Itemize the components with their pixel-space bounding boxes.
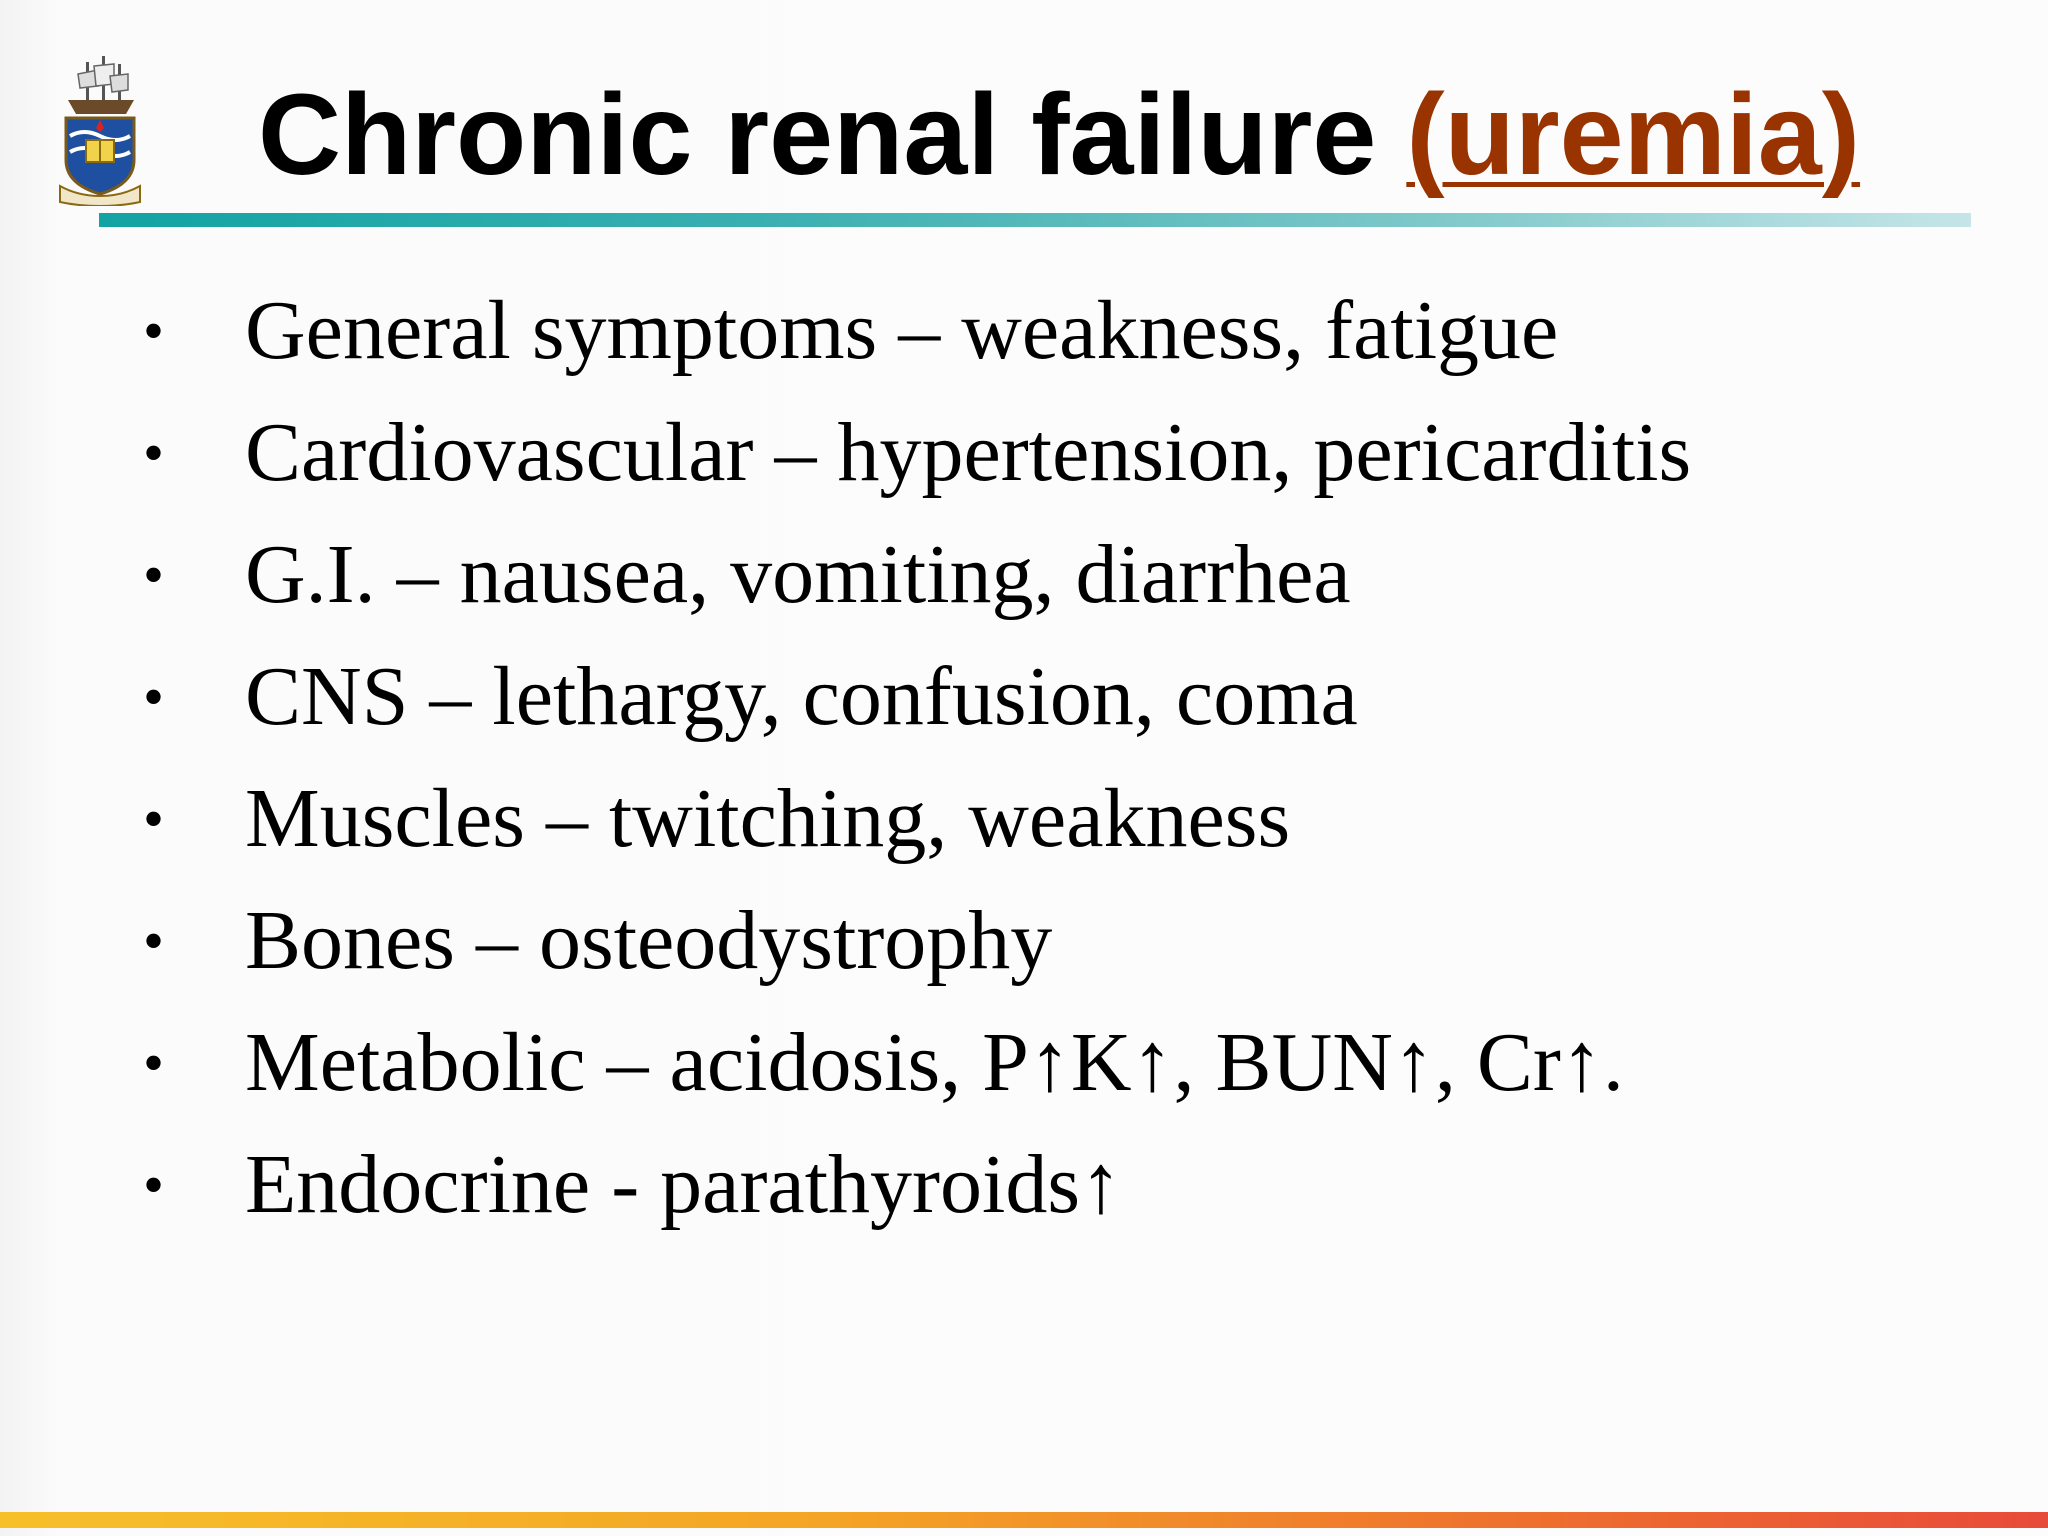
bullet-icon: • (143, 664, 165, 730)
title-divider (99, 213, 1971, 227)
university-crest-icon (58, 56, 142, 206)
bullet-icon: • (143, 908, 165, 974)
bullet-text: General symptoms – weakness, fatigue (245, 284, 1559, 377)
bullet-icon: • (143, 542, 165, 608)
bullet-icon: • (143, 420, 165, 486)
uremia-link[interactable]: (uremia) (1406, 71, 1861, 199)
bullet-text: G.I. – nausea, vomiting, diarrhea (245, 528, 1351, 621)
bullet-text: Endocrine - parathyroids↑ (245, 1138, 1123, 1231)
bullet-text: CNS – lethargy, confusion, coma (245, 650, 1358, 743)
bullet-text: Cardiovascular – hypertension, pericarditis (245, 406, 1692, 499)
bullet-icon: • (143, 786, 165, 852)
bullet-icon: • (143, 298, 165, 364)
bullet-text: Bones – osteodystrophy (245, 894, 1053, 987)
bullet-text: Muscles – twitching, weakness (245, 772, 1291, 865)
footer-divider (0, 1512, 2048, 1528)
title-text: Chronic renal failure (258, 71, 1377, 199)
bullet-icon: • (143, 1030, 165, 1096)
slide-title (258, 70, 1860, 200)
bullet-icon: • (143, 1152, 165, 1218)
bullet-text: Metabolic – acidosis, P↑K↑, BUN↑, Cr↑. (245, 1016, 1624, 1109)
